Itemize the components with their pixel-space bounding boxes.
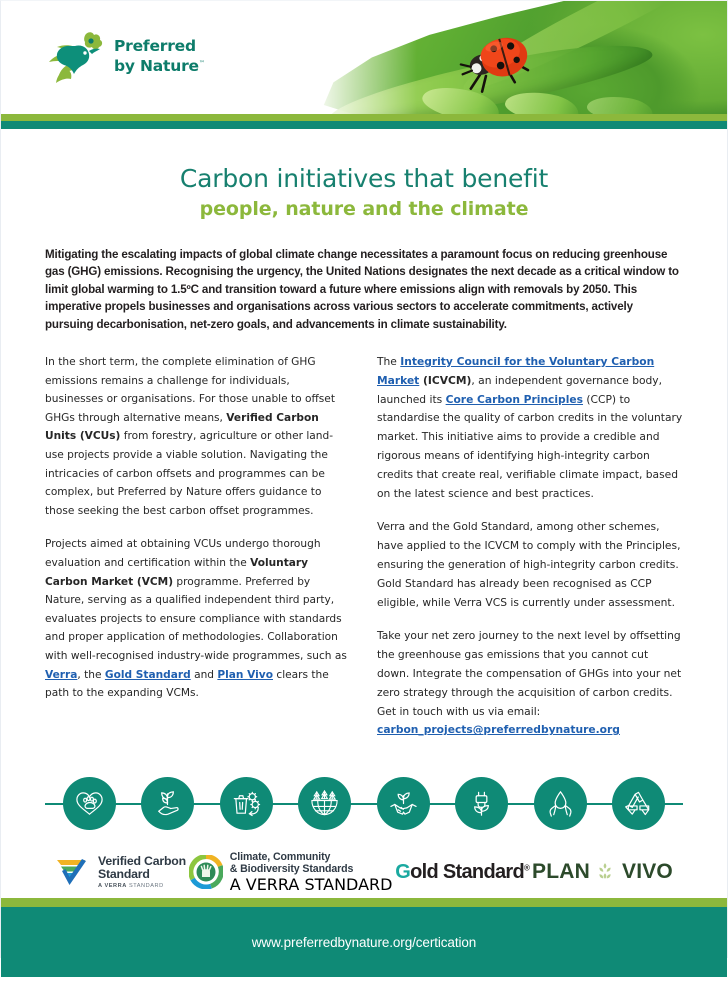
text-run: programme. Preferred by Nature, serving as a qualified independent third party, evaluates projects to ensure compliance with standards and proper application of methodologies. Collaboration with well-recognised industry-wide programmes, such as bbox=[45, 575, 347, 662]
link-integrity-council[interactable]: Integrity Council for the Voluntary Carbon Market bbox=[377, 355, 655, 387]
gold-standard-initial: G bbox=[395, 860, 411, 883]
logo-line-2: by Nature bbox=[114, 57, 199, 76]
plan-vivo-leaf-mark-icon bbox=[596, 862, 616, 882]
partner-gold-standard bbox=[395, 861, 529, 884]
gold-standard-registered-mark: ® bbox=[523, 863, 530, 873]
footer-bar bbox=[1, 907, 727, 977]
icon-badge-circularity bbox=[612, 777, 665, 830]
footer-lime-stripe bbox=[1, 898, 727, 907]
plug-with-leaves-icon bbox=[466, 788, 497, 819]
waste-recycling-icon bbox=[231, 788, 262, 819]
footer-spacer bbox=[1, 977, 727, 984]
verified-carbon-standard-wordmark bbox=[98, 855, 186, 890]
ccb-standards-wordmark bbox=[230, 851, 393, 894]
paw-in-heart-icon bbox=[74, 788, 105, 819]
page-subtitle: people, nature and the climate bbox=[199, 198, 529, 220]
two-column-body bbox=[45, 353, 683, 740]
icon-badge-partnership bbox=[377, 777, 430, 830]
header-teal-stripe bbox=[1, 121, 727, 129]
plan-vivo-word-2: VIVO bbox=[621, 860, 673, 884]
vcs-tagline-prefix: A VERRA bbox=[98, 882, 127, 889]
right-paragraph-2 bbox=[377, 518, 683, 612]
ladybug-icon bbox=[449, 33, 541, 95]
partner-ccb-standards bbox=[189, 851, 393, 894]
ccb-tagline-prefix: A VERRA bbox=[229, 874, 300, 894]
right-paragraph-3 bbox=[377, 627, 683, 740]
recycling-arrows-icon bbox=[623, 788, 654, 819]
link-core-carbon-principles[interactable]: Core Carbon Principles bbox=[445, 392, 583, 406]
header-photo-fade bbox=[247, 1, 417, 114]
left-paragraph-2 bbox=[45, 535, 351, 702]
icon-badge-water bbox=[534, 777, 587, 830]
vcs-line-2: Standard bbox=[98, 866, 150, 881]
text-run: The bbox=[377, 355, 401, 369]
text-run: Verra and the Gold Standard, among other schemes, have applied to the ICVCM to comply with the Principles, ensuring the generation of high-integrity carbon credits. Gold Standard has already been recognised as CCP eligible, while Verra VCS is currently under assessment. bbox=[377, 520, 681, 609]
icon-badge-planting bbox=[141, 777, 194, 830]
text-run: and bbox=[190, 668, 218, 681]
gold-standard-word: old Standard bbox=[410, 860, 524, 883]
page-title: Carbon initiatives that benefit bbox=[179, 164, 549, 193]
ccb-tagline bbox=[230, 875, 393, 894]
main-content bbox=[1, 164, 727, 898]
link-verra[interactable]: Verra bbox=[45, 668, 78, 681]
footer-website-url[interactable]: www.preferredbynature.org/certication bbox=[251, 934, 477, 950]
icon-badge-renewable-energy bbox=[455, 777, 508, 830]
handshake-with-plant-icon bbox=[388, 788, 419, 819]
left-paragraph-1 bbox=[45, 353, 351, 520]
link-plan-vivo[interactable]: Plan Vivo bbox=[217, 668, 273, 681]
verified-carbon-standard-mark-icon bbox=[55, 855, 91, 889]
header-hero-photo bbox=[247, 1, 727, 114]
hands-holding-water-drop-icon bbox=[545, 788, 576, 819]
term-voluntary-carbon-market: Voluntary Carbon Market (VCM) bbox=[45, 556, 309, 588]
vcs-tagline-suffix: STANDARD bbox=[128, 882, 164, 889]
globe-with-trees-icon bbox=[309, 788, 340, 819]
logo-line-1: Preferred bbox=[114, 37, 196, 56]
icon-strip bbox=[45, 766, 683, 840]
ccb-standards-mark-icon bbox=[189, 855, 223, 889]
text-run: (CCP) to standardise the quality of carbon credits in the voluntary market. This initiative aims to provide a credible and rigorous means of identifying high-integrity carbon credits that create real, verifiable climate impact, based on the latest science and best practices. bbox=[377, 392, 683, 500]
logo-trademark: ™ bbox=[198, 60, 205, 68]
header-lime-stripe bbox=[1, 114, 727, 121]
right-column bbox=[377, 353, 683, 740]
text-run: In the short term, the complete elimination of GHG emissions remains a challenge for individuals, businesses or organisations. For those unable to offset GHGs through alternative means, bbox=[45, 356, 335, 424]
partner-verified-carbon-standard bbox=[55, 855, 186, 890]
intro-paragraph: Mitigating the escalating impacts of global climate change necessitates a paramount focus on reducing greenhouse gas (GHG) emissions. Recognising the urgency, the United Nations designates the next decade as a critical window to limit global warming to 1.5ºC and transition toward a future where emissions align with removals by 2050. This imperative propels businesses and organisations across various sectors to accelerate commitments, actively pursuing decarbonisation, net-zero goals, and advancements in climate sustainability. bbox=[45, 248, 679, 331]
right-paragraph-1 bbox=[377, 353, 683, 503]
ccb-tagline-suffix: STANDARD bbox=[304, 874, 393, 894]
icon-row bbox=[45, 766, 683, 840]
term-verified-carbon-units: Verified Carbon Units (VCUs) bbox=[45, 411, 319, 443]
text-run: Take your net zero journey to the next level by offsetting the greenhouse gas emissions that you cannot cut down. Integrate the compensation of GHGs into your net zero strategy through the acquisition of carbon credits. Get in touch with us via email: bbox=[377, 629, 682, 718]
hummingbird-logo-icon bbox=[45, 29, 107, 85]
icon-badge-animal-welfare bbox=[63, 777, 116, 830]
ccb-line-2: & Biodiversity Standards bbox=[229, 862, 354, 875]
brand-logo-text bbox=[114, 38, 205, 75]
page-header bbox=[1, 1, 727, 114]
plan-vivo-word-1: PLAN bbox=[532, 860, 590, 884]
link-gold-standard[interactable]: Gold Standard bbox=[104, 668, 191, 681]
left-column bbox=[45, 353, 351, 740]
text-run: , an independent governance body, launched its bbox=[377, 373, 663, 406]
icon-badge-waste-management bbox=[220, 777, 273, 830]
link-contact-email[interactable]: carbon_projects@preferredbynature.org bbox=[377, 723, 620, 737]
term-icvcm: (ICVCM) bbox=[419, 373, 472, 387]
partner-logos-row bbox=[45, 840, 683, 898]
text-run: Projects aimed at obtaining VCUs undergo thorough evaluation and certification within the bbox=[45, 538, 321, 569]
text-run: clears the path to the expanding VCMs. bbox=[45, 668, 329, 700]
icon-badge-forestry bbox=[298, 777, 351, 830]
text-run: , the bbox=[77, 668, 105, 681]
brand-logo bbox=[45, 29, 205, 85]
vcs-tagline bbox=[98, 884, 186, 890]
ccb-line-1: Climate, Community bbox=[229, 850, 331, 863]
text-run: from forestry, agriculture or other land-use projects provide a viable solution. Navigating the intricacies of carbon offsets and programmes can be complex, but Preferred by Nature offers guidance to those seeking the best carbon offset programmes. bbox=[45, 430, 334, 517]
hand-holding-seedling-icon bbox=[152, 788, 183, 819]
vcs-line-1: Verified Carbon bbox=[98, 853, 186, 868]
partner-plan-vivo bbox=[532, 860, 673, 884]
